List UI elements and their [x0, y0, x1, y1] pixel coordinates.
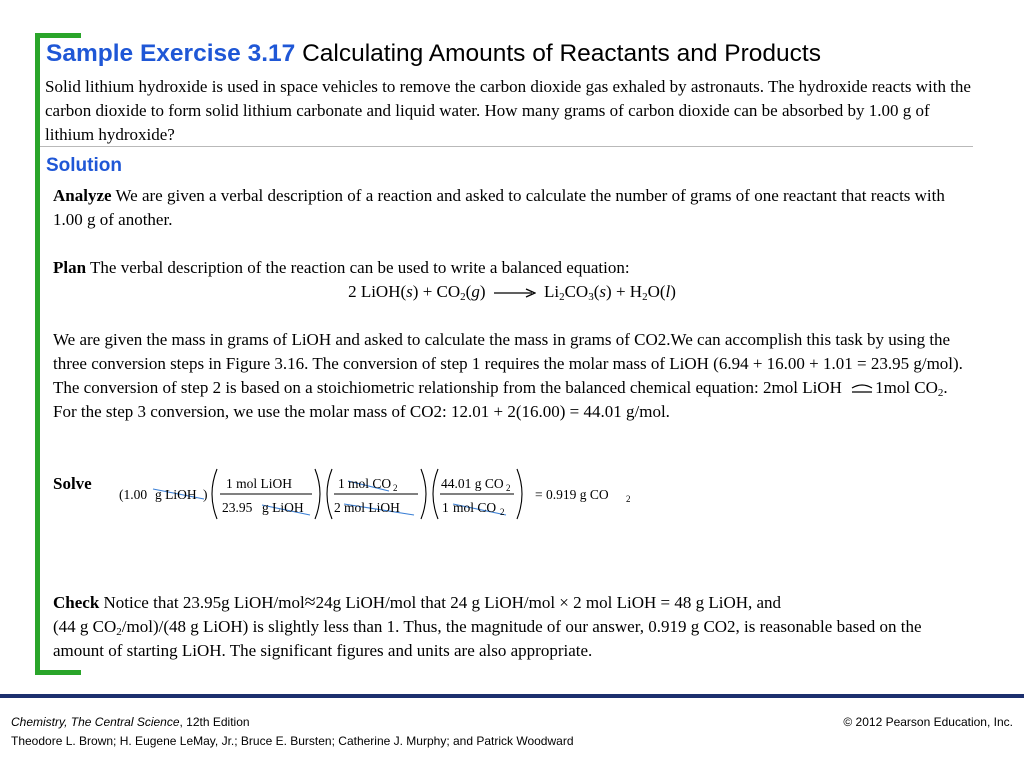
eq-product-2: + H: [611, 282, 643, 301]
solve-calculation: [114, 462, 654, 526]
problem-statement: Solid lithium hydroxide is used in space vehicles to remove the carbon dioxide gas exhaled by astronauts. The hydroxide reacts with the carbon dioxide to form solid lithium carbonate and liquid water. How many grams of carbon dioxide can be absorbed by 1.00 g of lithium hydroxide?: [45, 77, 971, 144]
result-sub: 2: [626, 494, 631, 504]
analyze-paragraph: [53, 184, 973, 232]
check-text-1: Notice that 23.95g LiOH/mol: [103, 593, 305, 612]
plan-detail-text-2: 1mol CO: [875, 378, 938, 397]
bottom-accent-cap: [35, 670, 81, 675]
eq-state-s: s: [599, 282, 607, 301]
factor-2-numerator-sub: 2: [393, 483, 398, 493]
factor-1-numerator: 1 mol LiOH: [226, 476, 292, 491]
footer-book-title: Chemistry, The Central Science: [11, 715, 180, 729]
eq-product-1: Li: [543, 282, 560, 301]
eq-paren: ): [606, 282, 612, 301]
factor-1-denominator-value: 23.95: [222, 500, 253, 515]
eq-state-g: g: [471, 282, 480, 301]
factor-2-denominator-value: 2: [334, 500, 341, 515]
paren-2-right: [421, 469, 426, 519]
solve-label: Solve: [53, 474, 92, 493]
factor-3-numerator-sub: 2: [506, 483, 511, 493]
factor-2-denominator-unit: mol LiOH: [344, 500, 400, 515]
eq-paren: ): [479, 282, 486, 301]
factor-2-numerator-unit: mol CO: [348, 476, 392, 491]
eq-subscript: 3: [588, 291, 594, 303]
given-close: ): [203, 487, 208, 502]
paren-3-left: [433, 469, 438, 519]
footer-divider: [0, 694, 1024, 698]
footer-copyright: © 2012 Pearson Education, Inc.: [843, 715, 1013, 729]
eq-product-2b: O(: [647, 282, 666, 301]
footer-edition: , 12th Edition: [179, 715, 250, 729]
footer-book: [11, 714, 250, 730]
reaction-arrow-icon: [494, 288, 536, 298]
eq-paren: (: [465, 282, 472, 301]
balanced-equation: [0, 280, 1024, 304]
analyze-label: Analyze: [53, 186, 112, 205]
eq-subscript: 2: [642, 291, 648, 303]
check-text-2: 24g LiOH/mol that 24 g LiOH/mol × 2 mol LiOH = 48 g LiOH, and: [315, 593, 782, 612]
given-open: (1.00: [119, 487, 148, 502]
eq-subscript: 2: [460, 291, 466, 303]
plan-paragraph: [53, 256, 973, 280]
check-paragraph: [53, 591, 971, 663]
stoichiometric-equivalence-icon: [850, 383, 874, 395]
factor-2-numerator-value: 1: [338, 476, 345, 491]
paren-1-right: [315, 469, 320, 519]
result: = 0.919 g CO: [535, 487, 609, 502]
plan-text: The verbal description of the reaction can be used to write a balanced equation:: [90, 258, 630, 277]
exercise-title: Calculating Amounts of Reactants and Products: [302, 40, 821, 67]
eq-reactant-2: + CO: [418, 282, 461, 301]
paren-2-left: [327, 469, 332, 519]
factor-1-denominator-unit: g LiOH: [262, 500, 304, 515]
check-text-3: (44 g CO: [53, 617, 117, 636]
eq-product-1b: CO: [564, 282, 589, 301]
plan-detail-paragraph: [53, 328, 973, 424]
plan-detail-text-1: We are given the mass in grams of LiOH and asked to calculate the mass in grams of CO2.We can accomplish this task by using the three conversion steps in Figure 3.16. The conversion of step 1 requires the molar mass of LiOH (6.94 + 16.00 + 1.01 = 23.95 g/mol). The conversion of step 2 is based on a stoichiometric relationship from the balanced chemical equation: 2mol LiOH: [53, 330, 963, 397]
eq-paren: (: [593, 282, 600, 301]
eq-paren: ): [412, 282, 419, 301]
slide-title: [46, 38, 821, 70]
eq-reactant-1: 2 LiOH(: [348, 282, 407, 301]
plan-label: Plan: [53, 258, 87, 277]
exercise-label: Sample Exercise 3.17: [46, 40, 296, 67]
footer-authors: Theodore L. Brown; H. Eugene LeMay, Jr.; Bruce E. Bursten; Catherine J. Murphy; and Patrick Woodward: [11, 734, 574, 748]
check-subscript: 2: [116, 626, 122, 638]
eq-state-s: s: [406, 282, 413, 301]
eq-subscript: 2: [559, 291, 565, 303]
eq-paren: ): [670, 282, 676, 301]
left-accent-bar: [35, 33, 40, 675]
factor-3-numerator: 44.01 g CO: [441, 476, 504, 491]
paren-1-left: [212, 469, 217, 519]
eq-state-l: l: [665, 282, 671, 301]
approx-icon: ≈: [304, 591, 316, 613]
factor-3-denominator-value: 1: [442, 500, 449, 515]
given-unit: g LiOH: [155, 487, 197, 502]
plan-detail-subscript: 2: [937, 387, 944, 399]
check-text-4: /mol)/(48 g LiOH) is slightly less than 1. Thus, the magnitude of our answer, 0.919 g CO2, is reasonable based on the amount of starting LiOH. The significant figures and units are also appropriate.: [53, 617, 922, 660]
check-label: Check: [53, 593, 100, 612]
solution-heading: Solution: [46, 155, 122, 176]
factor-3-denominator-sub: 2: [500, 507, 505, 517]
paren-3-right: [517, 469, 522, 519]
factor-3-denominator-unit: mol CO: [453, 500, 497, 515]
problem-divider: [40, 146, 973, 147]
plan-detail-text-3: . For the step 3 conversion, we use the molar mass of CO2: 12.01 + 2(16.00) = 44.01 g/mol.: [53, 378, 948, 421]
analyze-text: We are given a verbal description of a reaction and asked to calculate the number of grams of one reactant that reacts with 1.00 g of another.: [53, 186, 945, 229]
